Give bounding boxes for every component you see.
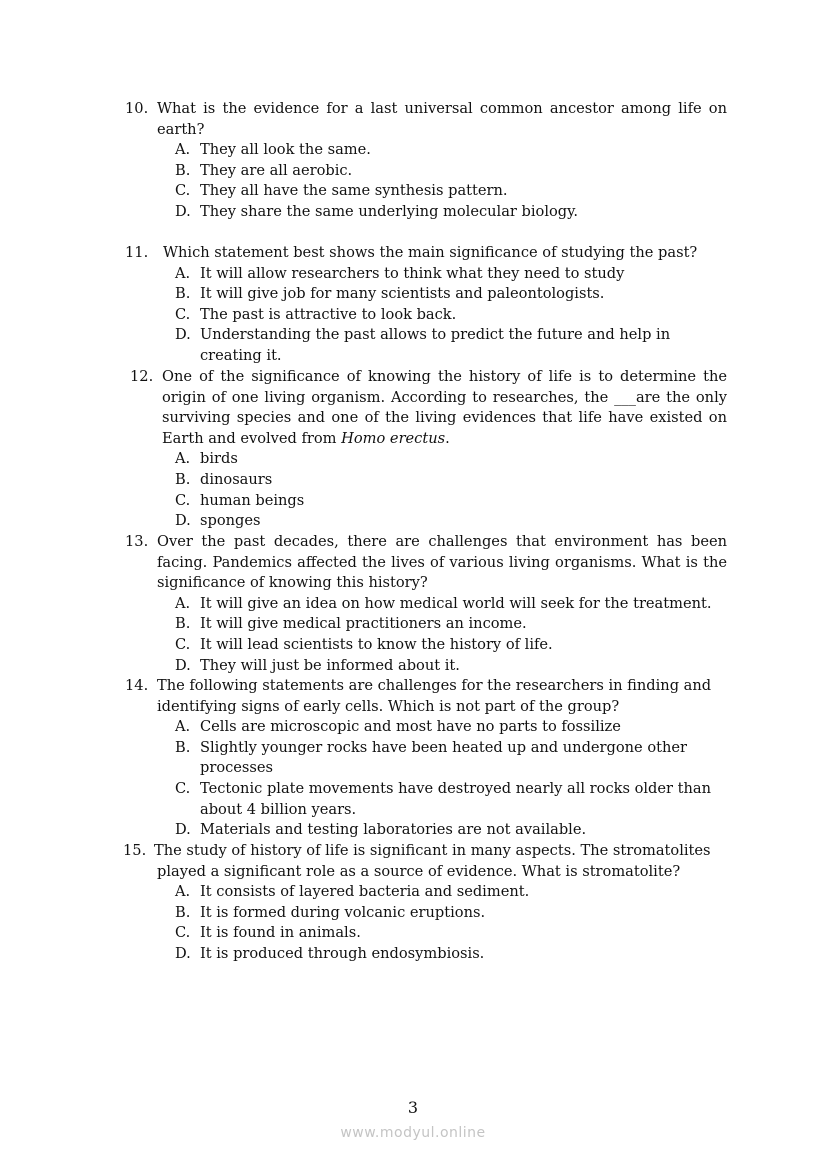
option-letter: D.: [175, 203, 191, 220]
option-letter: D.: [175, 821, 191, 839]
option-text: It is formed during volcanic eruptions.: [200, 903, 486, 921]
question-number: 10.: [125, 100, 149, 117]
option-letter: D.: [175, 945, 191, 962]
watermark: www.modyul.online: [340, 1125, 486, 1141]
question-stem-line: surviving species and one of the living evidences that life have existed on: [162, 409, 727, 427]
option-text: Cells are microscopic and most have no parts to fossilize: [200, 718, 621, 736]
option-letter: B.: [175, 738, 191, 756]
option-letter: A.: [175, 718, 191, 736]
option-letter: C.: [175, 780, 191, 797]
question-stem-line: significance of knowing this history?: [157, 574, 428, 592]
option-letter: B.: [175, 161, 191, 179]
option-text: human beings: [200, 491, 305, 509]
question-number: 12.: [130, 368, 154, 385]
question-stem-line: The following statements are challenges for the researchers in finding and: [157, 677, 712, 694]
option-text: sponges: [200, 512, 261, 530]
option-letter: B.: [175, 903, 191, 921]
option-letter: C.: [175, 305, 191, 323]
option-text: It is produced through endosymbiosis.: [200, 945, 485, 962]
question-stem-line: What is the evidence for a last universal common ancestor among life on: [157, 100, 727, 117]
option-text: processes: [200, 759, 274, 777]
question-stem-line: Over the past decades, there are challenges that environment has been: [157, 533, 727, 550]
option-letter: A.: [175, 883, 191, 901]
option-letter: A.: [175, 450, 191, 468]
option-text: The past is attractive to look back.: [200, 305, 457, 323]
question-stem-line: [162, 429, 450, 450]
option-letter: A.: [175, 264, 191, 282]
option-letter: C.: [175, 491, 191, 509]
question-stem-line: identifying signs of early cells. Which is not part of the group?: [157, 697, 620, 715]
option-text: It will allow researchers to think what they need to study: [200, 264, 625, 282]
option-text: birds: [200, 450, 238, 468]
option-text: It is found in animals.: [200, 924, 361, 942]
option-text: They all look the same.: [200, 141, 371, 159]
option-letter: A.: [175, 594, 191, 612]
question-stem-line: facing. Pandemics affected the lives of various living organisms. What is the: [157, 553, 727, 571]
option-letter: B.: [175, 285, 191, 303]
option-letter: B.: [175, 471, 191, 488]
option-letter: D.: [175, 512, 191, 530]
stem-end: .: [445, 429, 450, 447]
page-number: 3: [407, 1098, 419, 1117]
option-text: It will lead scientists to know the history of life.: [200, 636, 553, 653]
question-number: 13.: [125, 533, 149, 550]
option-text: creating it.: [200, 347, 282, 364]
question-stem-line: Which statement best shows the main significance of studying the past?: [163, 244, 698, 261]
option-letter: C.: [175, 924, 191, 942]
option-text: They all have the same synthesis pattern.: [200, 182, 508, 200]
option-text: Slightly younger rocks have been heated up and undergone other: [200, 738, 687, 756]
option-text: It will give medical practitioners an income.: [200, 615, 527, 633]
question-number: 14.: [125, 677, 149, 694]
option-text: They are all aerobic.: [200, 161, 353, 179]
option-text: dinosaurs: [200, 471, 273, 488]
question-number: 15.: [123, 842, 147, 859]
option-text: Tectonic plate movements have destroyed nearly all rocks older than: [200, 780, 711, 797]
option-text: Materials and testing laboratories are not available.: [200, 821, 587, 839]
option-letter: D.: [175, 656, 191, 674]
option-letter: D.: [175, 326, 191, 344]
question-number: 11.: [125, 244, 149, 261]
option-text: It consists of layered bacteria and sediment.: [200, 883, 530, 901]
stem-text: Earth and evolved from: [162, 429, 342, 447]
question-stem-line: played a significant role as a source of evidence. What is stromatolite?: [157, 862, 681, 880]
option-letter: C.: [175, 636, 191, 653]
question-stem-line: The study of history of life is significant in many aspects. The stromatolites: [154, 842, 711, 859]
question-stem-line: earth?: [157, 120, 205, 138]
option-text: It will give job for many scientists and paleontologists.: [200, 285, 605, 303]
option-text: It will give an idea on how medical world will seek for the treatment.: [200, 594, 712, 612]
species-name: Homo erectus: [341, 429, 446, 447]
option-text: They will just be informed about it.: [200, 656, 460, 674]
question-stem-line: origin of one living organism. According to researches, the ___are the only: [162, 388, 727, 406]
option-letter: A.: [175, 141, 191, 159]
option-text: Understanding the past allows to predict the future and help in: [200, 326, 671, 344]
question-stem-line: One of the significance of knowing the history of life is to determine the: [162, 368, 727, 385]
option-text: about 4 billion years.: [200, 800, 357, 818]
option-text: They share the same underlying molecular biology.: [200, 203, 579, 220]
option-letter: B.: [175, 615, 191, 633]
option-letter: C.: [175, 182, 191, 200]
